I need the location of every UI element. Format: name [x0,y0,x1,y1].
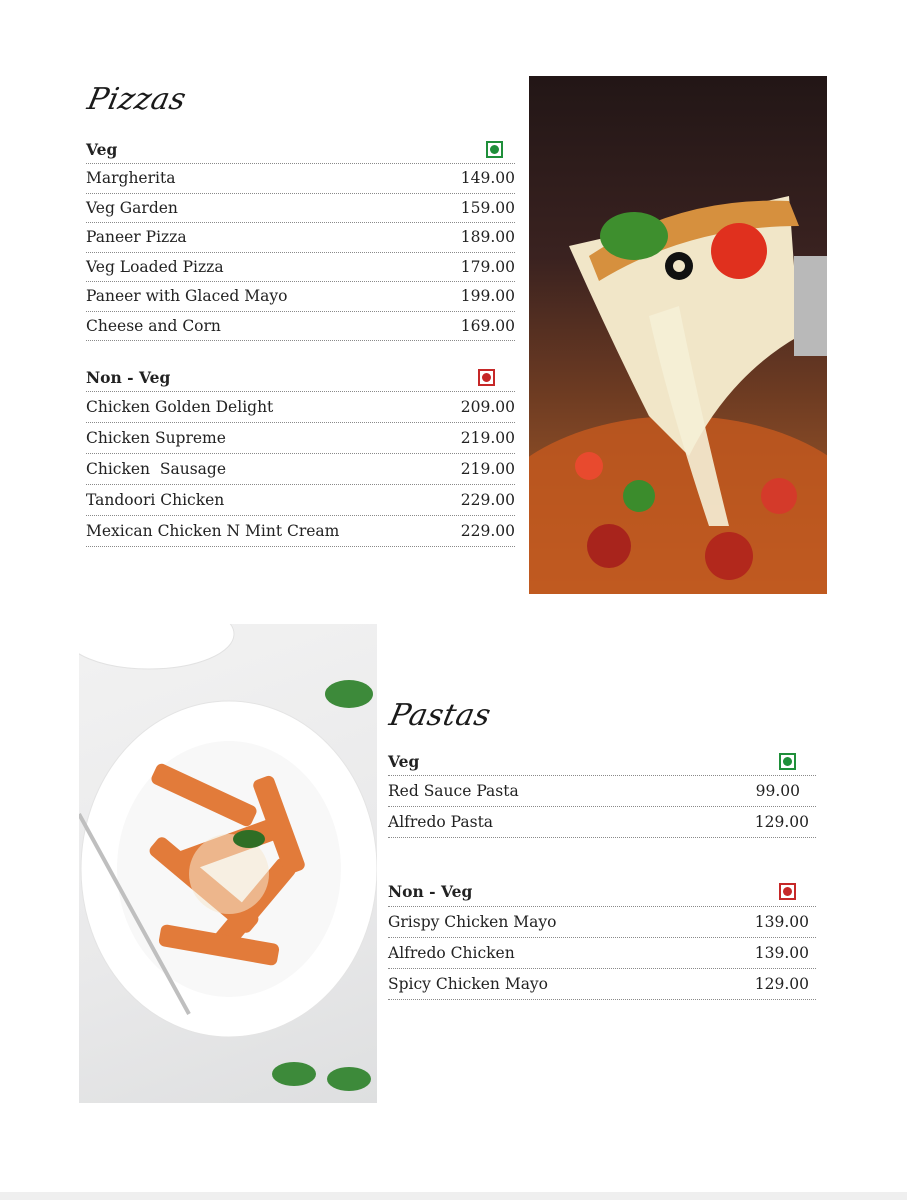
menu-item [86,392,515,423]
menu-item [388,776,816,807]
item-name: Red Sauce Pasta [388,782,519,800]
item-price: 229.00 [460,491,515,509]
item-name: Chicken Supreme [86,429,226,447]
category-label: Veg [86,139,118,159]
pastas-menu [388,747,816,1000]
pastas-title: Pastas [386,698,495,733]
item-name: Alfredo Chicken [388,944,515,962]
item-name: Alfredo Pasta [388,813,494,831]
category-label: Non - Veg [388,881,473,901]
pastas-veg-header [388,747,816,776]
item-name: Cheese and Corn [86,316,221,335]
pasta-illustration [79,624,377,1103]
item-name: Grispy Chicken Mayo [388,913,557,931]
item-price: 169.00 [460,316,515,335]
menu-item [388,969,816,1000]
item-name: Chicken Sausage [86,460,227,478]
nonveg-symbol-icon [779,883,796,900]
category-label: Veg [388,751,420,771]
item-name: Veg Loaded Pizza [86,257,224,276]
pizzas-veg-header [86,135,515,164]
item-price: 139.00 [754,913,809,931]
item-price: 179.00 [460,257,515,276]
item-name: Spicy Chicken Mayo [388,975,549,993]
item-name: Paneer with Glaced Mayo [86,287,288,306]
menu-item [388,807,816,838]
pizza-photo [529,76,827,594]
menu-item [86,485,515,516]
item-price: 159.00 [460,198,515,217]
item-price: 219.00 [460,429,515,447]
item-name: Veg Garden [86,198,178,217]
item-name: Tandoori Chicken [86,491,225,509]
pastas-nonveg-header [388,876,816,907]
item-price: 229.00 [460,522,515,540]
pizza-illustration [529,76,827,594]
menu-item [86,312,515,342]
pizzas-nonveg-header [86,363,515,392]
item-name: Chicken Golden Delight [86,398,274,416]
veg-symbol-icon [486,141,503,158]
item-price: 139.00 [754,944,809,962]
pasta-photo [79,624,377,1103]
menu-item [86,423,515,454]
menu-item [86,282,515,312]
menu-item [388,938,816,969]
veg-symbol-icon [779,753,796,770]
item-price: 129.00 [754,975,809,993]
item-price: 149.00 [460,169,515,188]
pizzas-menu [86,135,515,547]
nonveg-symbol-icon [478,369,495,386]
menu-item [86,164,515,194]
menu-item [86,223,515,253]
menu-item [388,907,816,938]
menu-item [86,194,515,224]
item-price: 99.00 [755,782,800,800]
item-name: Paneer Pizza [86,228,187,247]
category-label: Non - Veg [86,367,171,387]
item-price: 219.00 [460,460,515,478]
item-name: Mexican Chicken N Mint Cream [86,522,340,540]
pizzas-title: Pizzas [84,82,190,117]
menu-item [86,516,515,547]
item-price: 129.00 [754,813,809,831]
item-price: 199.00 [460,287,515,306]
menu-item [86,454,515,485]
item-price: 209.00 [460,398,515,416]
item-price: 189.00 [460,228,515,247]
page-bottom-edge [0,1192,907,1200]
item-name: Margherita [86,169,176,188]
menu-item [86,253,515,283]
